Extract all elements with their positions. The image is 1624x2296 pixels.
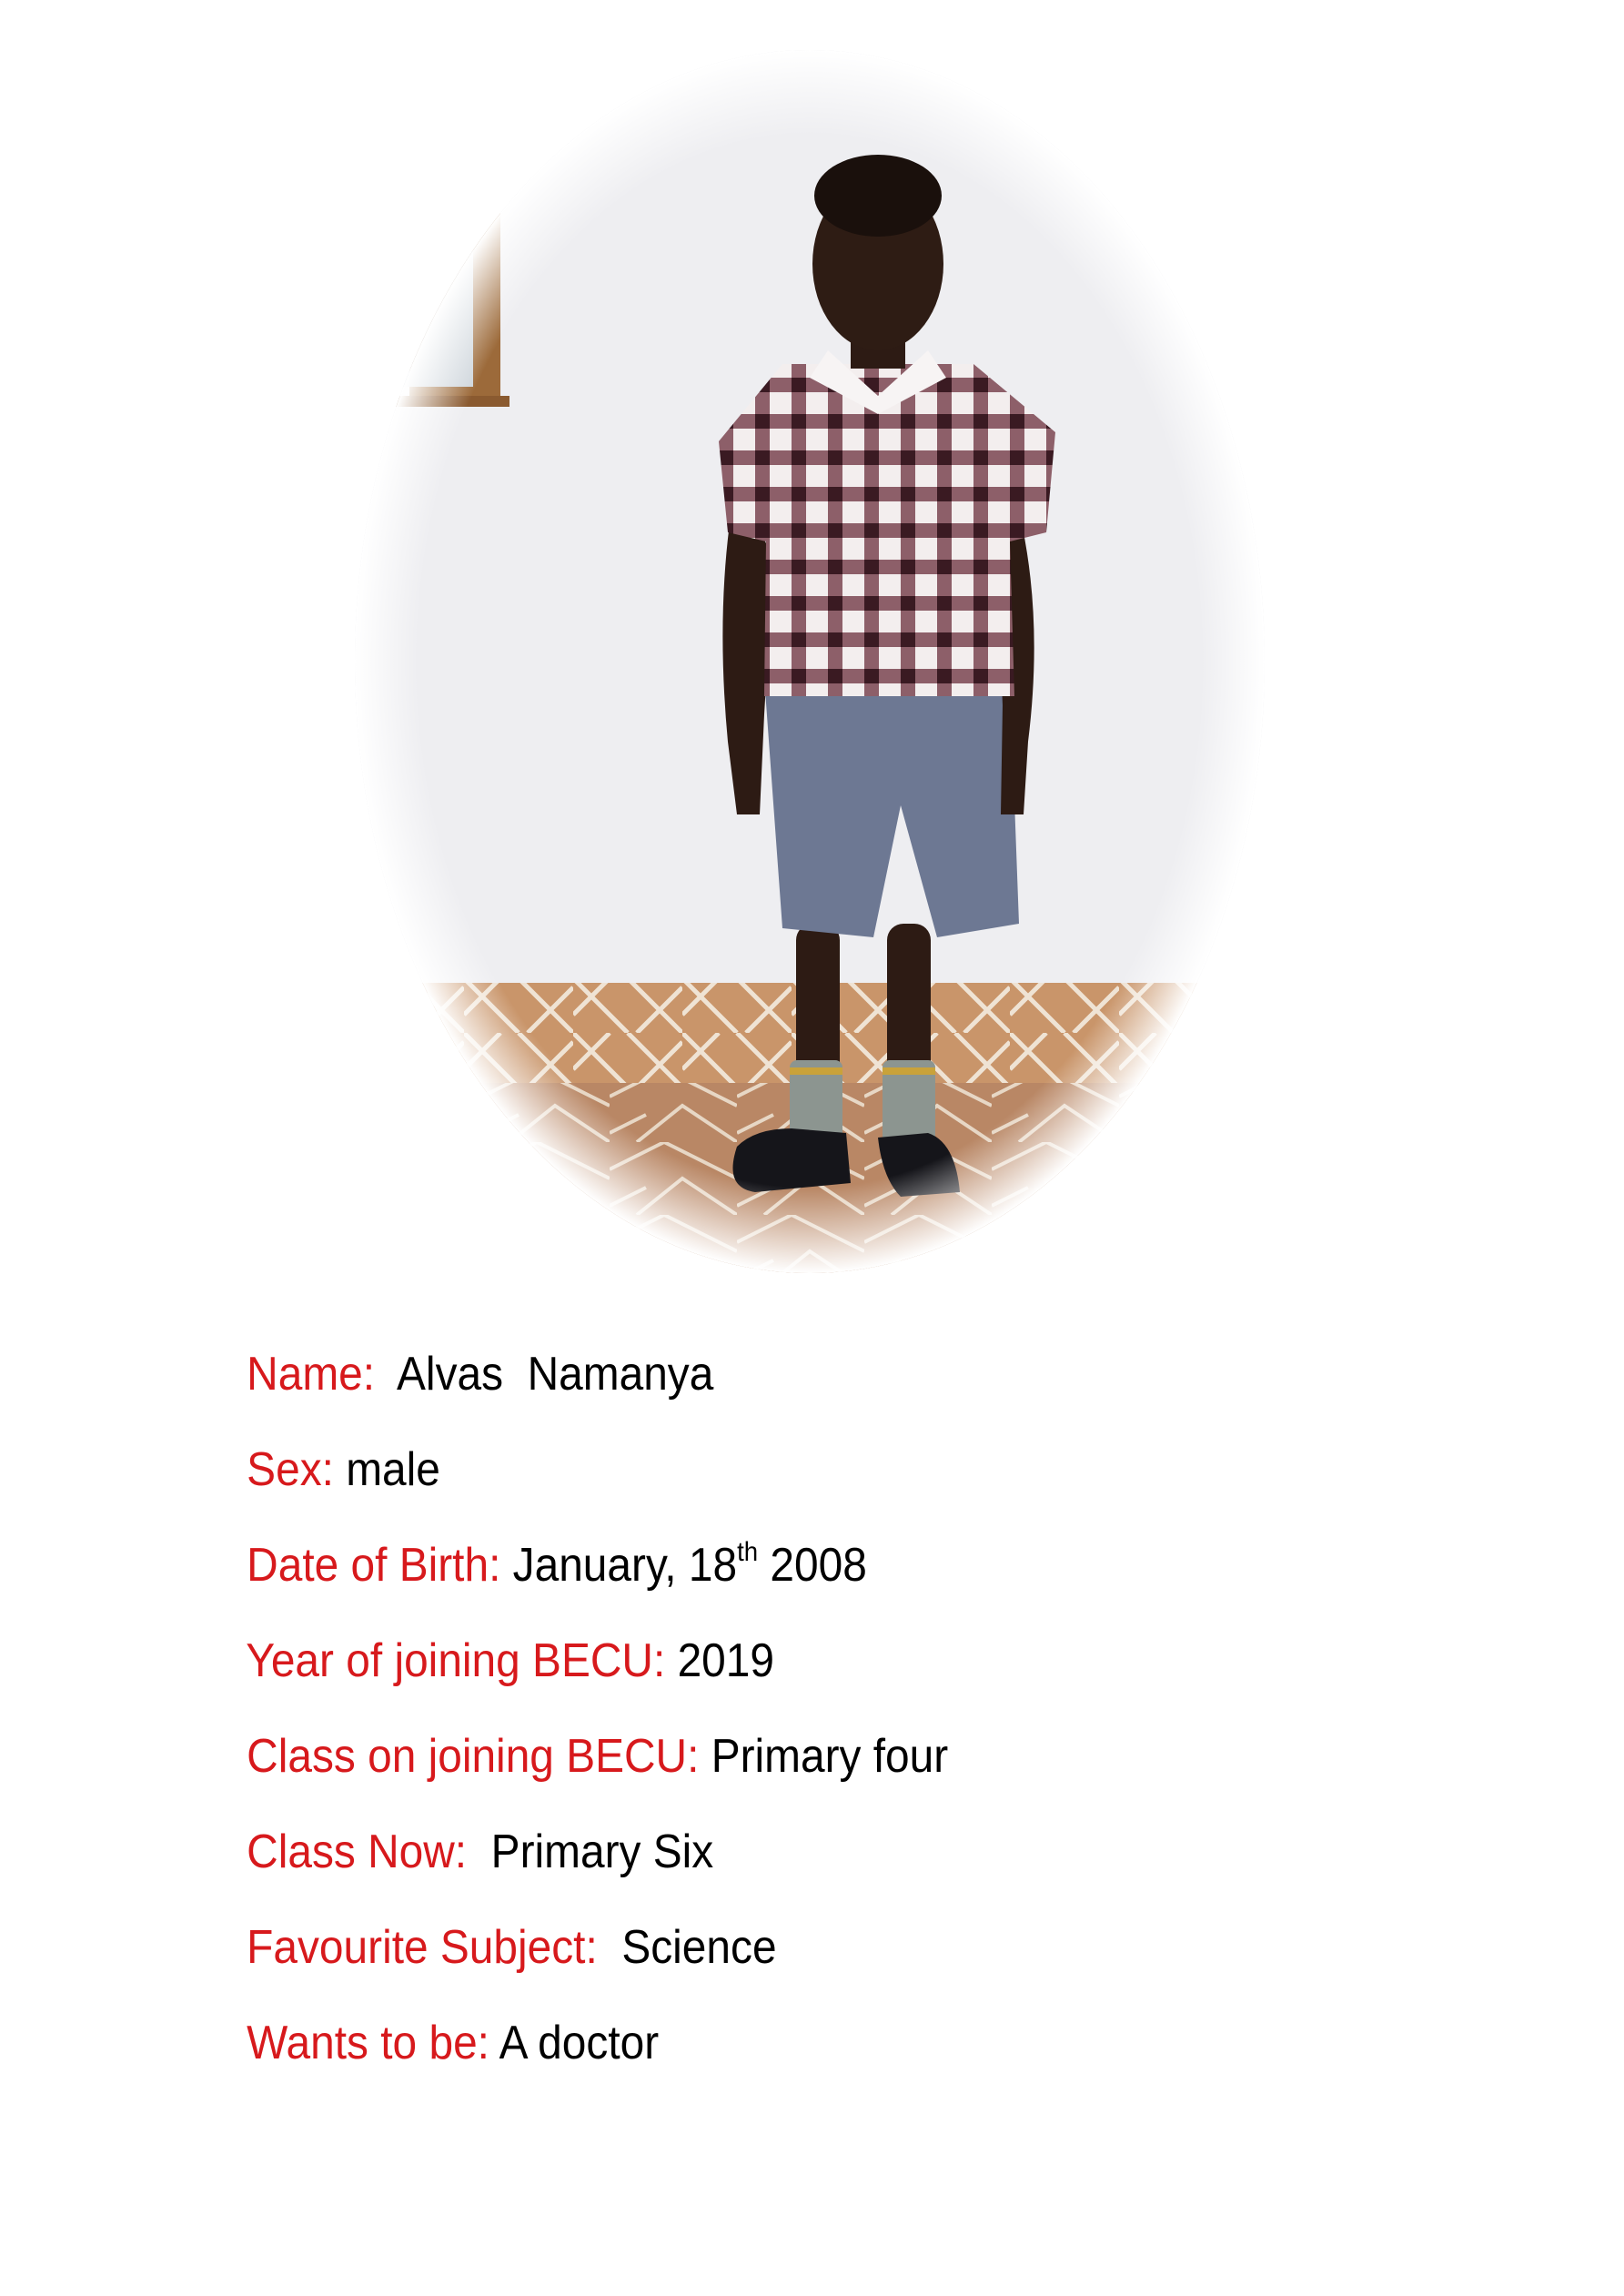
- dob-year: 2008: [758, 1539, 867, 1592]
- name-label: Name:: [247, 1348, 376, 1401]
- class-on-joining-value: Primary four: [711, 1730, 949, 1783]
- class-on-joining-label: Class on joining BECU:: [247, 1730, 700, 1783]
- favourite-subject-value: Science: [621, 1921, 777, 1974]
- wants-to-be-row: [198, 1961, 659, 2125]
- sex-value: male: [346, 1443, 440, 1496]
- dob-label: Date of Birth:: [247, 1539, 501, 1592]
- favourite-subject-label: Favourite Subject:: [247, 1921, 598, 1974]
- year-joined-label: Year of joining BECU:: [246, 1634, 666, 1687]
- year-joined-value: 2019: [677, 1634, 775, 1687]
- sex-label: Sex:: [247, 1443, 334, 1496]
- class-now-value: Primary Six: [490, 1826, 714, 1878]
- wants-to-be-value: A doctor: [499, 2017, 660, 2069]
- wants-to-be-label: Wants to be:: [247, 2017, 489, 2069]
- dob-value: January, 18: [512, 1539, 738, 1592]
- class-now-label: Class Now:: [247, 1826, 468, 1878]
- name-value: Alvas Namanya: [397, 1348, 714, 1401]
- dob-ordinal-suffix: th: [737, 1537, 759, 1567]
- student-portrait-photo: [355, 50, 1265, 1274]
